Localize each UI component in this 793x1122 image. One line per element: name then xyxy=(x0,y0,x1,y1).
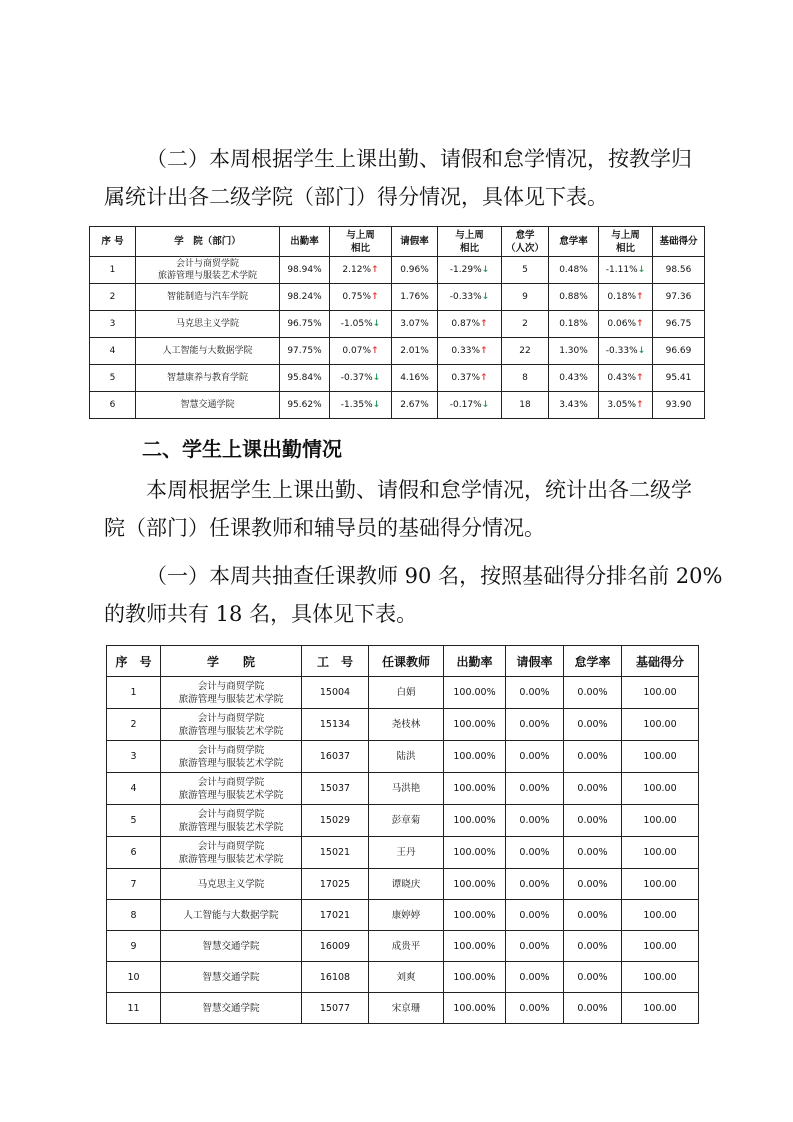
row-truancy-rate: 0.43% xyxy=(549,365,599,392)
row-score: 100.00 xyxy=(622,773,699,805)
teacher-table-header xyxy=(107,646,699,677)
arrow-down-icon: ↓ xyxy=(372,319,381,329)
row-teacher: 马洪艳 xyxy=(369,773,444,805)
row-seq: 6 xyxy=(90,392,136,419)
row-college: 马克思主义学院 xyxy=(161,869,302,900)
row-leave: 0.00% xyxy=(506,962,564,993)
college-table-row xyxy=(90,338,705,365)
row-truancy: 0.00% xyxy=(564,741,622,773)
row-teacher: 尧枝林 xyxy=(369,709,444,741)
row-college: 人工智能与大数据学院 xyxy=(161,900,302,931)
row-attendance: 100.00% xyxy=(444,805,506,837)
arrow-down-icon: ↓ xyxy=(372,400,381,410)
row-score: 100.00 xyxy=(622,805,699,837)
row-truancy: 0.00% xyxy=(564,962,622,993)
row-truancy-rate: 0.48% xyxy=(549,257,599,284)
header-truancy: 怠学 （人次） xyxy=(502,227,549,257)
row-truancy: 5 xyxy=(502,257,549,284)
section1-intro-line1: （二）本周根据学生上课出勤、请假和怠学情况，按教学归 xyxy=(146,147,692,171)
row-truancy: 0.00% xyxy=(564,805,622,837)
row-seq: 2 xyxy=(90,284,136,311)
row-attendance: 100.00% xyxy=(444,993,506,1024)
row-teacher: 宋京珊 xyxy=(369,993,444,1024)
row-leave: 0.00% xyxy=(506,931,564,962)
row-leave-change: -0.33%↓ xyxy=(438,284,502,311)
college-table-row xyxy=(90,284,705,311)
row-college: 人工智能与大数据学院 xyxy=(136,338,280,365)
header-teacher: 任课教师 xyxy=(369,646,444,677)
arrow-up-icon: ↑ xyxy=(371,346,379,356)
row-id: 15077 xyxy=(302,993,369,1024)
row-truancy: 9 xyxy=(502,284,549,311)
section2-para1-line2: 院（部门）任课教师和辅导员的基础得分情况。 xyxy=(104,516,545,540)
row-college: 会计与商贸学院 旅游管理与服装艺术学院 xyxy=(161,805,302,837)
row-college: 智能制造与汽车学院 xyxy=(136,284,280,311)
row-score: 100.00 xyxy=(622,931,699,962)
row-attendance: 98.24% xyxy=(280,284,330,311)
header-leave: 请假率 xyxy=(392,227,438,257)
arrow-down-icon: ↓ xyxy=(481,292,490,302)
row-seq: 1 xyxy=(107,677,161,709)
row-college: 智慧交通学院 xyxy=(161,931,302,962)
row-seq: 9 xyxy=(107,931,161,962)
row-id: 15037 xyxy=(302,773,369,805)
row-seq: 5 xyxy=(90,365,136,392)
row-attendance: 100.00% xyxy=(444,900,506,931)
row-score: 100.00 xyxy=(622,962,699,993)
row-truancy-rate: 1.30% xyxy=(549,338,599,365)
row-attendance: 96.75% xyxy=(280,311,330,338)
row-leave: 4.16% xyxy=(392,365,438,392)
row-score: 100.00 xyxy=(622,869,699,900)
header-attendance: 出勤率 xyxy=(444,646,506,677)
row-college: 会计与商贸学院 旅游管理与服装艺术学院 xyxy=(161,837,302,869)
row-seq: 11 xyxy=(107,993,161,1024)
row-attendance: 98.94% xyxy=(280,257,330,284)
row-leave: 0.00% xyxy=(506,709,564,741)
section2-heading: 二、学生上课出勤情况 xyxy=(142,437,342,461)
row-id: 15004 xyxy=(302,677,369,709)
section2-para2-line2: 的教师共有 18 名，具体见下表。 xyxy=(104,602,418,626)
arrow-down-icon: ↓ xyxy=(481,265,490,275)
row-leave-change: 0.33%↑ xyxy=(438,338,502,365)
header-seq: 序 号 xyxy=(90,227,136,257)
row-truancy: 0.00% xyxy=(564,773,622,805)
row-truancy-change: -0.33%↓ xyxy=(599,338,653,365)
row-seq: 8 xyxy=(107,900,161,931)
row-score: 100.00 xyxy=(622,900,699,931)
row-leave-change: 0.87%↑ xyxy=(438,311,502,338)
row-id: 17021 xyxy=(302,900,369,931)
row-teacher: 刘爽 xyxy=(369,962,444,993)
row-seq: 5 xyxy=(107,805,161,837)
header-att-change: 与上周 相比 xyxy=(330,227,392,257)
row-attendance: 100.00% xyxy=(444,837,506,869)
row-id: 15029 xyxy=(302,805,369,837)
row-leave: 0.00% xyxy=(506,900,564,931)
section2-para2-line1: （一）本周共抽查任课教师 90 名，按照基础得分排名前 20% xyxy=(146,564,723,588)
row-leave: 0.00% xyxy=(506,837,564,869)
row-college: 马克思主义学院 xyxy=(136,311,280,338)
row-id: 15134 xyxy=(302,709,369,741)
row-leave: 0.00% xyxy=(506,677,564,709)
college-table-header xyxy=(90,227,705,257)
row-score: 100.00 xyxy=(622,741,699,773)
row-truancy: 18 xyxy=(502,392,549,419)
row-score: 97.36 xyxy=(653,284,705,311)
section1-intro-line2: 属统计出各二级学院（部门）得分情况，具体见下表。 xyxy=(104,185,608,209)
row-truancy: 2 xyxy=(502,311,549,338)
row-college: 智慧康养与教育学院 xyxy=(136,365,280,392)
teacher-table-row xyxy=(107,837,699,869)
row-college: 会计与商贸学院 旅游管理与服装艺术学院 xyxy=(161,709,302,741)
arrow-up-icon: ↑ xyxy=(480,346,488,356)
row-truancy-rate: 0.18% xyxy=(549,311,599,338)
row-attendance: 95.62% xyxy=(280,392,330,419)
row-leave: 0.00% xyxy=(506,741,564,773)
row-seq: 7 xyxy=(107,869,161,900)
teacher-table-row xyxy=(107,931,699,962)
row-truancy: 22 xyxy=(502,338,549,365)
arrow-down-icon: ↓ xyxy=(637,346,646,356)
row-truancy-rate: 0.88% xyxy=(549,284,599,311)
row-leave: 0.00% xyxy=(506,993,564,1024)
row-college: 智慧交通学院 xyxy=(136,392,280,419)
header-truancy-change: 与上周 相比 xyxy=(599,227,653,257)
row-teacher: 白娟 xyxy=(369,677,444,709)
row-id: 16037 xyxy=(302,741,369,773)
teacher-table-row xyxy=(107,741,699,773)
row-truancy: 0.00% xyxy=(564,993,622,1024)
row-score: 100.00 xyxy=(622,709,699,741)
row-leave: 0.00% xyxy=(506,869,564,900)
row-attendance: 100.00% xyxy=(444,677,506,709)
arrow-up-icon: ↑ xyxy=(636,292,644,302)
row-seq: 10 xyxy=(107,962,161,993)
arrow-down-icon: ↓ xyxy=(481,400,490,410)
row-college: 智慧交通学院 xyxy=(161,962,302,993)
row-score: 100.00 xyxy=(622,837,699,869)
row-attendance: 100.00% xyxy=(444,773,506,805)
arrow-up-icon: ↑ xyxy=(480,319,488,329)
row-teacher: 成贵平 xyxy=(369,931,444,962)
row-college: 会计与商贸学院 旅游管理与服装艺术学院 xyxy=(161,741,302,773)
arrow-up-icon: ↑ xyxy=(636,400,644,410)
row-id: 16009 xyxy=(302,931,369,962)
header-truancy: 怠学率 xyxy=(564,646,622,677)
row-college: 智慧交通学院 xyxy=(161,993,302,1024)
arrow-up-icon: ↑ xyxy=(636,373,644,383)
arrow-up-icon: ↑ xyxy=(371,292,379,302)
row-leave-change: -0.17%↓ xyxy=(438,392,502,419)
teacher-table-row xyxy=(107,900,699,931)
row-truancy: 0.00% xyxy=(564,709,622,741)
teacher-table-row xyxy=(107,869,699,900)
teacher-table-row xyxy=(107,993,699,1024)
header-seq: 序 号 xyxy=(107,646,161,677)
header-score: 基础得分 xyxy=(653,227,705,257)
row-att-change: -1.05%↓ xyxy=(330,311,392,338)
row-leave: 0.00% xyxy=(506,773,564,805)
row-attendance: 97.75% xyxy=(280,338,330,365)
row-truancy-change: 0.18%↑ xyxy=(599,284,653,311)
row-id: 15021 xyxy=(302,837,369,869)
row-id: 16108 xyxy=(302,962,369,993)
row-att-change: 0.75%↑ xyxy=(330,284,392,311)
row-seq: 1 xyxy=(90,257,136,284)
row-teacher: 康婷婷 xyxy=(369,900,444,931)
row-truancy-change: 3.05%↑ xyxy=(599,392,653,419)
teacher-table-row xyxy=(107,805,699,837)
header-truancy-rate: 怠学率 xyxy=(549,227,599,257)
row-seq: 3 xyxy=(90,311,136,338)
section2-para1-line1: 本周根据学生上课出勤、请假和怠学情况，统计出各二级学 xyxy=(146,478,692,502)
row-seq: 6 xyxy=(107,837,161,869)
row-leave: 2.67% xyxy=(392,392,438,419)
row-attendance: 100.00% xyxy=(444,869,506,900)
row-att-change: -1.35%↓ xyxy=(330,392,392,419)
row-truancy-change: 0.06%↑ xyxy=(599,311,653,338)
row-leave: 0.00% xyxy=(506,805,564,837)
teacher-table-row xyxy=(107,709,699,741)
row-attendance: 100.00% xyxy=(444,709,506,741)
header-attendance: 出勤率 xyxy=(280,227,330,257)
row-attendance: 100.00% xyxy=(444,741,506,773)
arrow-up-icon: ↑ xyxy=(371,265,379,275)
college-score-table xyxy=(89,226,705,419)
row-score: 96.75 xyxy=(653,311,705,338)
row-seq: 2 xyxy=(107,709,161,741)
row-truancy-change: 0.43%↑ xyxy=(599,365,653,392)
row-truancy: 0.00% xyxy=(564,931,622,962)
row-score: 95.41 xyxy=(653,365,705,392)
row-leave: 0.96% xyxy=(392,257,438,284)
row-att-change: -0.37%↓ xyxy=(330,365,392,392)
row-leave: 3.07% xyxy=(392,311,438,338)
header-leave-change: 与上周 相比 xyxy=(438,227,502,257)
header-college: 学 院（部门） xyxy=(136,227,280,257)
arrow-down-icon: ↓ xyxy=(637,265,646,275)
college-table-row xyxy=(90,365,705,392)
row-college: 会计与商贸学院 旅游管理与服装艺术学院 xyxy=(161,773,302,805)
teacher-score-table xyxy=(106,645,699,1024)
row-seq: 3 xyxy=(107,741,161,773)
row-leave: 2.01% xyxy=(392,338,438,365)
row-id: 17025 xyxy=(302,869,369,900)
row-truancy: 0.00% xyxy=(564,869,622,900)
row-truancy: 0.00% xyxy=(564,677,622,709)
row-attendance: 95.84% xyxy=(280,365,330,392)
row-attendance: 100.00% xyxy=(444,931,506,962)
row-teacher: 王丹 xyxy=(369,837,444,869)
arrow-up-icon: ↑ xyxy=(480,373,488,383)
row-leave-change: -1.29%↓ xyxy=(438,257,502,284)
college-table-row xyxy=(90,392,705,419)
row-seq: 4 xyxy=(90,338,136,365)
teacher-table-row xyxy=(107,773,699,805)
row-truancy-change: -1.11%↓ xyxy=(599,257,653,284)
row-truancy: 0.00% xyxy=(564,900,622,931)
row-teacher: 彭章菊 xyxy=(369,805,444,837)
row-college: 会计与商贸学院 旅游管理与服装艺术学院 xyxy=(161,677,302,709)
row-att-change: 2.12%↑ xyxy=(330,257,392,284)
teacher-table-row xyxy=(107,962,699,993)
row-leave: 1.76% xyxy=(392,284,438,311)
header-score: 基础得分 xyxy=(622,646,699,677)
row-truancy: 8 xyxy=(502,365,549,392)
teacher-table-row xyxy=(107,677,699,709)
row-score: 98.56 xyxy=(653,257,705,284)
row-score: 93.90 xyxy=(653,392,705,419)
row-college: 会计与商贸学院 旅游管理与服装艺术学院 xyxy=(136,257,280,284)
college-table-row xyxy=(90,311,705,338)
row-teacher: 谭晓庆 xyxy=(369,869,444,900)
header-id: 工 号 xyxy=(302,646,369,677)
row-truancy-rate: 3.43% xyxy=(549,392,599,419)
row-att-change: 0.07%↑ xyxy=(330,338,392,365)
arrow-down-icon: ↓ xyxy=(372,373,381,383)
row-score: 100.00 xyxy=(622,677,699,709)
row-score: 100.00 xyxy=(622,993,699,1024)
header-leave: 请假率 xyxy=(506,646,564,677)
row-leave-change: 0.37%↑ xyxy=(438,365,502,392)
row-seq: 4 xyxy=(107,773,161,805)
row-teacher: 陆洪 xyxy=(369,741,444,773)
row-score: 96.69 xyxy=(653,338,705,365)
arrow-up-icon: ↑ xyxy=(636,319,644,329)
college-table-row xyxy=(90,257,705,284)
header-college: 学 院 xyxy=(161,646,302,677)
row-attendance: 100.00% xyxy=(444,962,506,993)
row-truancy: 0.00% xyxy=(564,837,622,869)
